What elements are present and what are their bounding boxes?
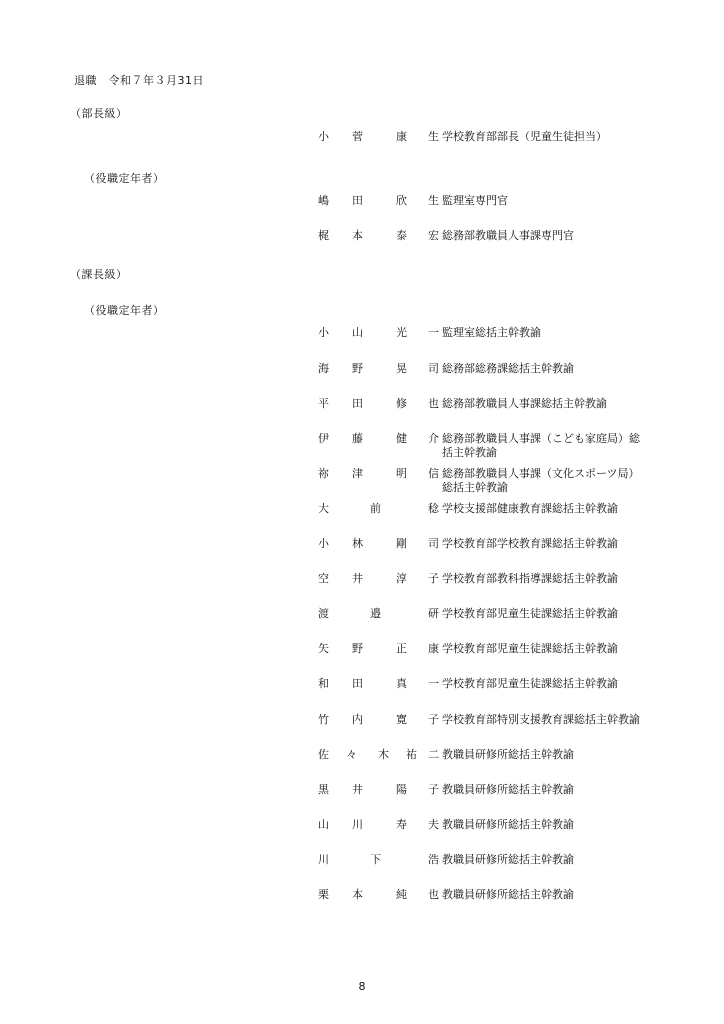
staff-position: 教職員研修所総括主幹教諭 [442,818,574,831]
staff-name-char: 平 [318,397,329,410]
staff-position: 総務部教職員人事課専門官 [442,229,574,242]
staff-name-char: 山 [352,326,363,339]
staff-name-char: 内 [352,713,363,726]
staff-entry [0,713,724,743]
staff-name-char: 一 [428,677,439,690]
staff-position: 総務部教職員人事課総括主幹教諭 [442,397,607,410]
staff-name-char: 小 [318,130,329,143]
staff-position: 監理室総括主幹教諭 [442,326,541,339]
staff-name-char: 祐 [406,748,417,761]
staff-name-char: 司 [428,362,439,375]
staff-name-char: 佐 [318,748,329,761]
staff-position: 監理室専門官 [442,194,508,207]
staff-name-char: 山 [318,818,329,831]
staff-name-char: 梶 [318,229,329,242]
staff-position: 学校教育部学校教育課総括主幹教諭 [442,537,618,550]
staff-name-char: 一 [428,326,439,339]
staff-entry [0,397,724,427]
staff-position: 教職員研修所総括主幹教諭 [442,853,574,866]
staff-position: 学校教育部部長（児童生徒担当） [442,130,607,143]
staff-name-char: 純 [396,888,407,901]
staff-name-char: 竹 [318,713,329,726]
staff-name-char: 司 [428,537,439,550]
staff-name-char: 本 [352,888,363,901]
staff-name-char: 宏 [428,229,439,242]
staff-name-char: 藤 [352,432,363,445]
staff-name-char: 渡 [318,607,329,620]
staff-position: 学校教育部児童生徒課総括主幹教諭 [442,607,618,620]
staff-name-char: 子 [428,783,439,796]
staff-position: 学校支援部健康教育課総括主幹教諭 [442,502,618,515]
staff-entry [0,748,724,778]
staff-name-char: 田 [352,397,363,410]
staff-name-char: 嶋 [318,194,329,207]
staff-name-char: 寛 [396,713,407,726]
staff-position: 教職員研修所総括主幹教諭 [442,888,574,901]
staff-name-char: 真 [396,677,407,690]
staff-entry [0,229,724,259]
staff-name-char: 川 [352,818,363,831]
staff-entry [0,362,724,392]
staff-entry [0,888,724,918]
staff-name-char: 小 [318,326,329,339]
staff-name-char: 修 [396,397,407,410]
staff-name-char: 黒 [318,783,329,796]
staff-name-char: 川 [318,853,329,866]
staff-name-char: 欣 [396,194,407,207]
staff-name-char: 田 [352,677,363,690]
staff-name-char: 井 [352,783,363,796]
staff-entry [0,642,724,672]
staff-name-char: 大 [318,502,329,515]
staff-name-char: 海 [318,362,329,375]
staff-name-char: 伊 [318,432,329,445]
staff-position: 総務部教職員人事課（こども家庭局）総括主幹教諭 [442,432,640,459]
staff-name-char: 也 [428,397,439,410]
staff-name-char: 也 [428,888,439,901]
staff-name-char: 光 [396,326,407,339]
staff-name-char: 和 [318,677,329,690]
staff-position: 学校教育部特別支援教育課総括主幹教諭 [442,713,640,726]
staff-name-char: 介 [428,432,439,445]
staff-name-char: 本 [352,229,363,242]
staff-name-char: 野 [352,642,363,655]
staff-name-char: 菅 [352,130,363,143]
section-heading: （部長級） [70,107,128,120]
staff-position: 総務部教職員人事課（文化スポーツ局）総括主幹教諭 [442,467,640,494]
staff-name-char: 夫 [428,818,439,831]
staff-name-char: 浩 [428,853,439,866]
staff-name-char: 子 [428,572,439,585]
staff-name-char: 栗 [318,888,329,901]
subsection-heading: （役職定年者） [84,172,165,185]
staff-entry [0,194,724,224]
staff-name-char: 生 [428,130,439,143]
staff-entry [0,783,724,813]
staff-name-char: 剛 [396,537,407,550]
staff-name-char: 晃 [396,362,407,375]
staff-entry [0,677,724,707]
staff-name-char: 野 [352,362,363,375]
staff-entry [0,853,724,883]
staff-name-char: 明 [396,467,407,480]
staff-position: 学校教育部児童生徒課総括主幹教諭 [442,677,618,690]
staff-position: 教職員研修所総括主幹教諭 [442,748,574,761]
staff-name-char: 田 [352,194,363,207]
staff-entry [0,467,724,497]
staff-entry [0,130,724,160]
staff-name-char: 前 [370,502,381,515]
staff-entry [0,572,724,602]
staff-entry [0,818,724,848]
staff-name-char: 空 [318,572,329,585]
staff-name-char: 津 [352,467,363,480]
staff-name-char: 寿 [396,818,407,831]
staff-name-char: 健 [396,432,407,445]
staff-entry [0,432,724,462]
staff-position: 総務部総務課総括主幹教諭 [442,362,574,375]
page-number: 8 [358,980,366,993]
section-heading: （課長級） [70,268,128,281]
staff-name-char: 陽 [396,783,407,796]
staff-name-char: 信 [428,467,439,480]
staff-position: 教職員研修所総括主幹教諭 [442,783,574,796]
retirement-date-title: 退職 令和７年３月31日 [74,74,204,87]
staff-name-char: 稔 [428,502,439,515]
subsection-heading: （役職定年者） [84,304,165,317]
staff-name-char: 々 [346,748,357,761]
staff-name-char: 邉 [370,607,381,620]
staff-position: 学校教育部児童生徒課総括主幹教諭 [442,642,618,655]
staff-name-char: 林 [352,537,363,550]
staff-position: 学校教育部教科指導課総括主幹教諭 [442,572,618,585]
staff-entry [0,607,724,637]
staff-name-char: 二 [428,748,439,761]
staff-name-char: 正 [396,642,407,655]
staff-entry [0,326,724,356]
staff-name-char: 子 [428,713,439,726]
staff-name-char: 小 [318,537,329,550]
staff-name-char: 下 [370,853,381,866]
staff-entry [0,537,724,567]
staff-name-char: 康 [396,130,407,143]
staff-name-char: 生 [428,194,439,207]
staff-name-char: 康 [428,642,439,655]
staff-name-char: 井 [352,572,363,585]
staff-entry [0,502,724,532]
staff-name-char: 淳 [396,572,407,585]
staff-name-char: 泰 [396,229,407,242]
staff-name-char: 祢 [318,467,329,480]
staff-name-char: 木 [378,748,389,761]
staff-name-char: 矢 [318,642,329,655]
staff-name-char: 研 [428,607,439,620]
